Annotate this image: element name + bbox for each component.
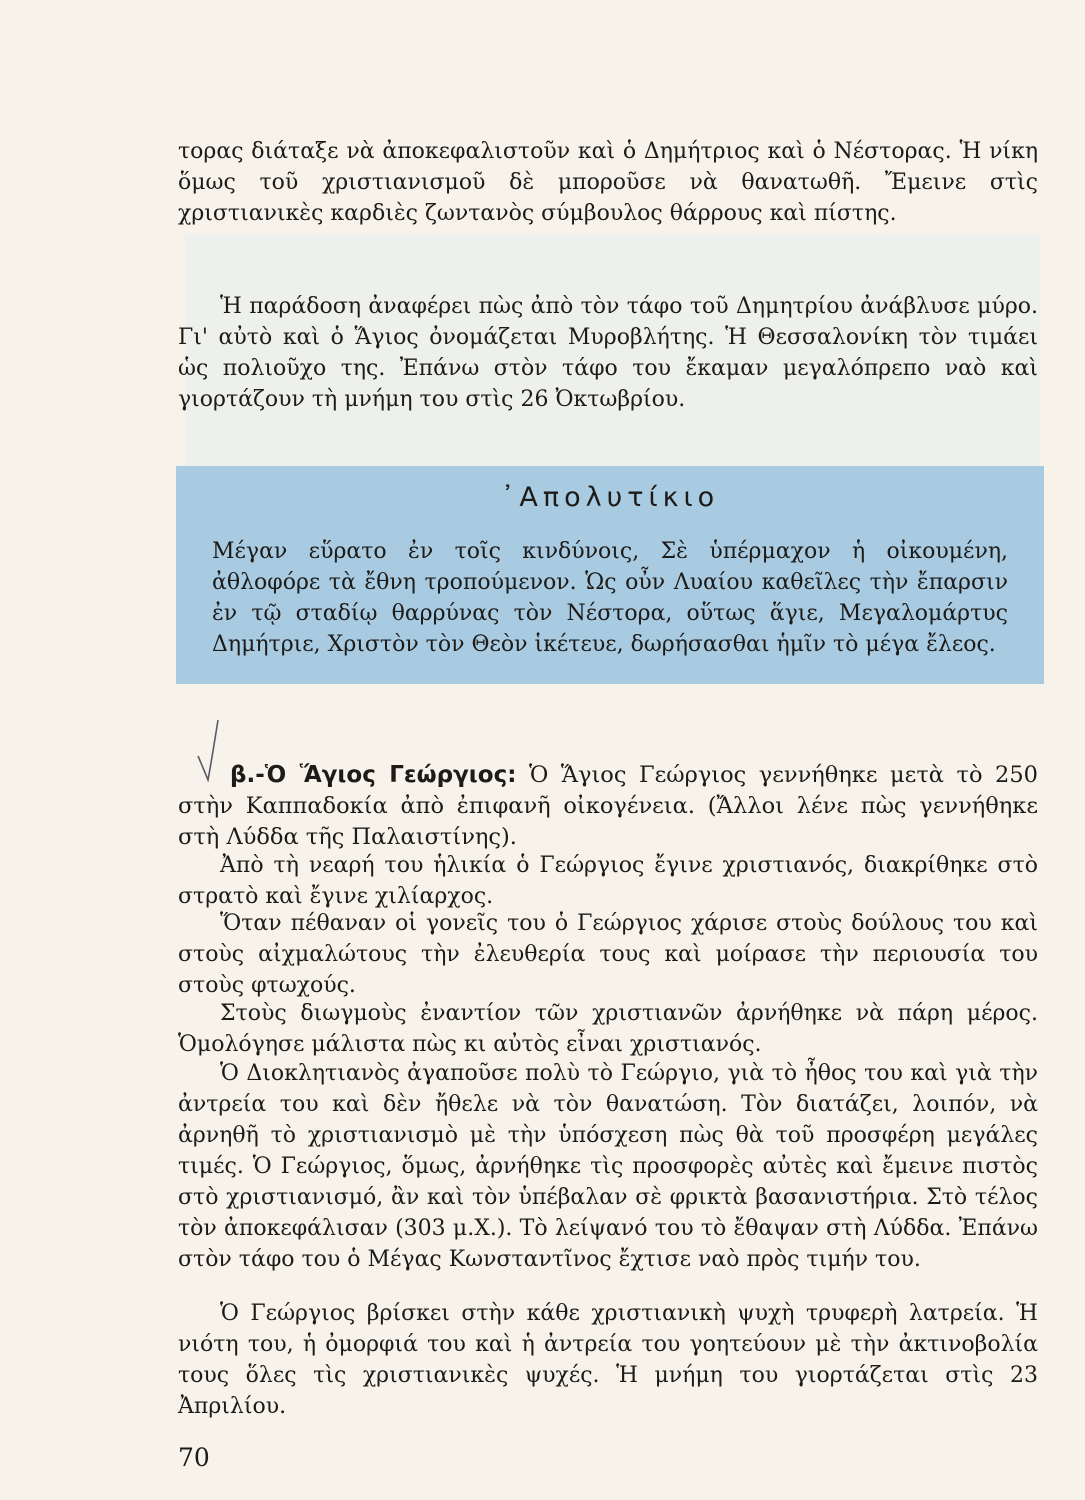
page-number: 70	[178, 1443, 210, 1472]
apolytikio-title: ᾿Απολυτίκιο	[500, 482, 720, 513]
section-heading-georgios: β.-Ὁ Ἅγιος Γεώργιος:	[230, 762, 517, 788]
paragraph-5: Ὅταν πέθαναν οἱ γονεῖς του ὁ Γεώργιος χάρισε στοὺς δούλους του καὶ στοὺς αἰχμαλώτους τὴν ἐλευθερία τους καὶ μοίρασε τὴν περιουσία του στοὺς φτωχούς.	[178, 911, 1038, 998]
apolytikio-text: Μέγαν εὕρατο ἐν τοῖς κινδύνοις, Σὲ ὑπέρμαχον ἡ οἰκουμένη, ἀθλοφόρε τὰ ἔθνη τροπούμενον. Ὡς οὖν Λυαίου καθεῖλες τὴν ἔπαρσιν ἐν τῷ σταδίῳ θαρρύνας τὸν Νέστορα, οὕτως ἅγιε, Μεγαλομάρτυς Δημήτριε, Χριστὸν τὸν Θεὸν ἱκέτευε, δωρήσασθαι ἡμῖν τὸ μέγα ἔλεος.	[212, 539, 1008, 657]
apolytikio-box	[176, 466, 1044, 684]
paragraph-1: τορας διάταξε νὰ ἀποκεφαλιστοῦν καὶ ὁ Δημήτριος καὶ ὁ Νέστορας. Ἡ νίκη ὅμως τοῦ χριστιανισμοῦ δὲ μποροῦσε νὰ θανατωθῆ. Ἔμεινε στὶς χριστιανικὲς καρδιὲς ζωντανὸς σύμβουλος θάρρους καὶ πίστης.	[178, 139, 1038, 226]
paragraph-4: Ἀπὸ τὴ νεαρή του ἡλικία ὁ Γεώργιος ἔγινε χριστιανός, διακρίθηκε στὸ στρατὸ καὶ ἔγινε χιλίαρχος.	[178, 853, 1038, 909]
paragraph-3	[178, 760, 1038, 853]
paragraph-2: Ἡ παράδοση ἀναφέρει πὼς ἀπὸ τὸν τάφο τοῦ Δημητρίου ἀνάβλυσε μύρο. Γι' αὐτὸ καὶ ὁ Ἅγιος ὀνομάζεται Μυροβλήτης. Ἡ Θεσσαλονίκη τὸν τιμάει ὡς πολιοῦχο της. Ἐπάνω στὸν τάφο του ἔκαμαν μεγαλόπρεπο ναὸ καὶ γιορτάζουν τὴ μνήμη του στὶς 26 Ὀκτωβρίου.	[178, 294, 1038, 412]
paragraph-3-text: Ὁ Ἅγιος Γεώργιος γεννήθηκε μετὰ τὸ 250 στὴν Καππαδοκία ἀπὸ ἐπιφανῆ οἰκογένεια. (Ἄλλοι λένε πὼς γεννήθηκε στὴ Λύδδα τῆς Παλαιστίνης).	[178, 762, 1038, 850]
paragraph-6: Στοὺς διωγμοὺς ἐναντίον τῶν χριστιανῶν ἀρνήθηκε νὰ πάρη μέρος. Ὁμολόγησε μάλιστα πὼς κι αὐτὸς εἶναι χριστιανός.	[178, 1001, 1038, 1057]
paragraph-7: Ὁ Διοκλητιανὸς ἀγαποῦσε πολὺ τὸ Γεώργιο, γιὰ τὸ ἦθος του καὶ γιὰ τὴν ἀντρεία του καὶ δὲν ἤθελε νὰ τὸν θανατώση. Τὸν διατάζει, λοιπόν, νὰ ἀρνηθῆ τὸ χριστιανισμὸ μὲ τὴν ὑπόσχεση πὼς θὰ τοῦ προσφέρη μεγάλες τιμές. Ὁ Γεώργιος, ὅμως, ἀρνήθηκε τὶς προσφορὲς αὐτὲς καὶ ἔμεινε πιστὸς στὸ χριστιανισμό, ἂν καὶ τὸν ὑπέβαλαν σὲ φρικτὰ βασανιστήρια. Στὸ τέλος τὸν ἀποκεφάλισαν (303 μ.Χ.). Τὸ λείψανό του τὸ ἔθαψαν στὴ Λύδδα. Ἐπάνω στὸν τάφο του ὁ Μέγας Κωνσταντῖνος ἔχτισε ναὸ πρὸς τιμήν του.	[178, 1061, 1038, 1272]
paragraph-8: Ὁ Γεώργιος βρίσκει στὴν κάθε χριστιανικὴ ψυχὴ τρυφερὴ λατρεία. Ἡ νιότη του, ἡ ὀμορφιά του καὶ ἡ ἀντρεία του γοητεύουν μὲ τὴν ἀκτινοβολία τους ὅλες τὶς χριστιανικὲς ψυχές. Ἡ μνήμη του γιορτάζεται στὶς 23 Ἀπριλίου.	[178, 1301, 1038, 1419]
